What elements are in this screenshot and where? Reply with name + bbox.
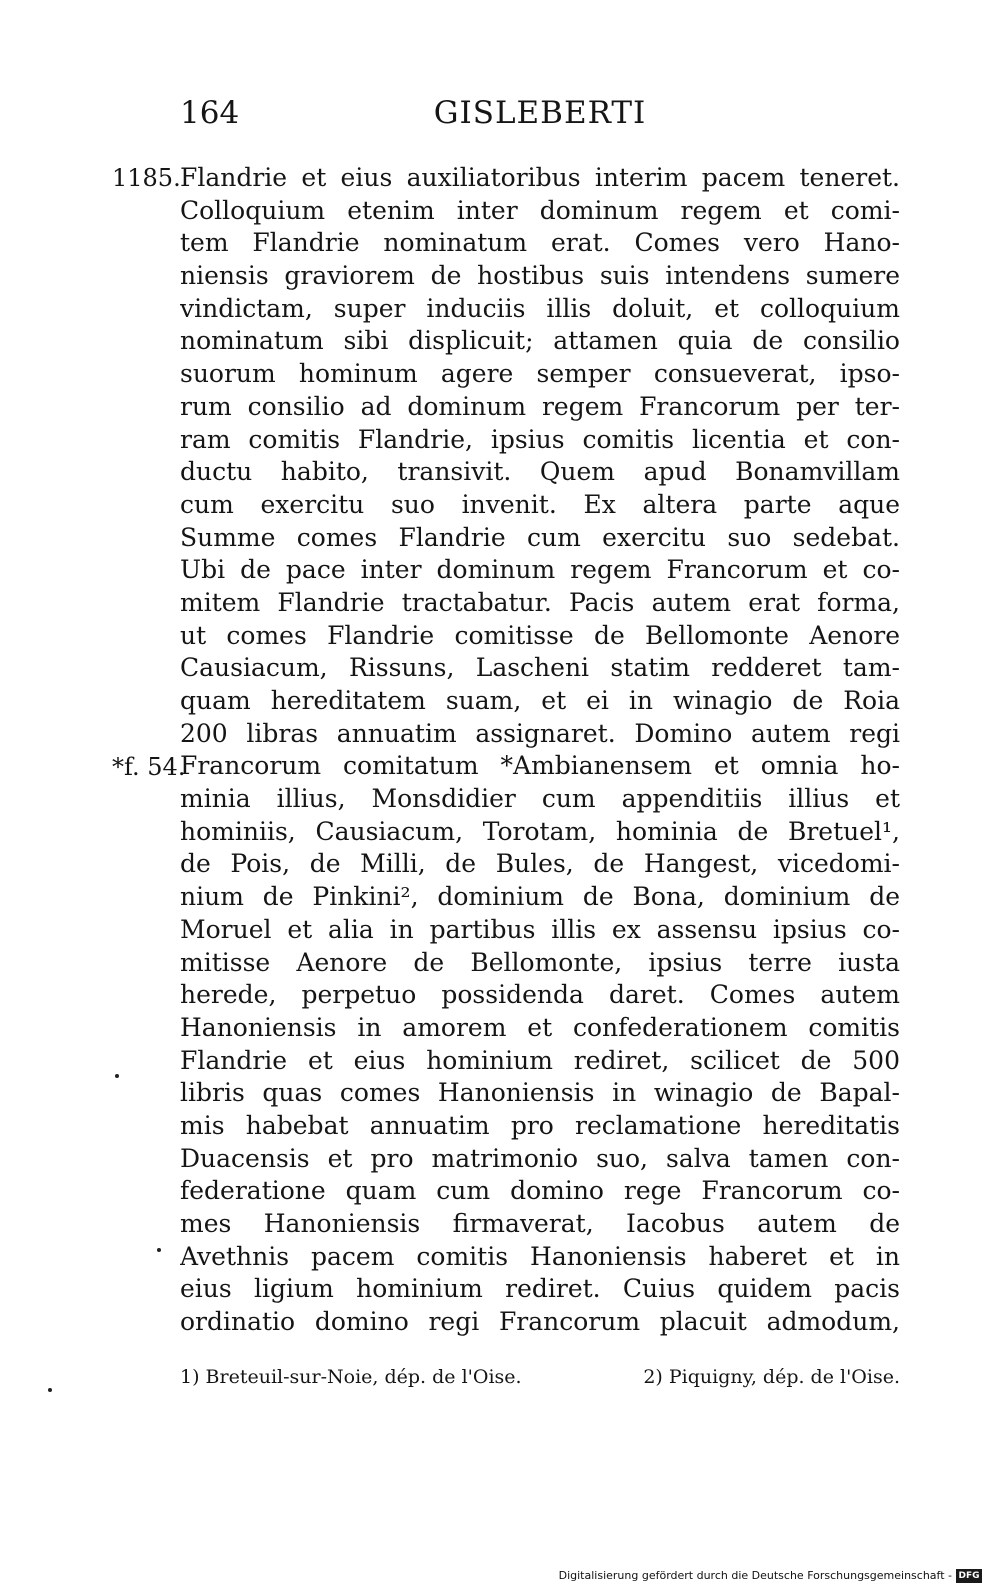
text-line: 200 libras annuatim assignaret. Domino autem regi bbox=[180, 718, 900, 748]
text-line: nium de Pinkini², dominium de Bona, dominium de bbox=[180, 882, 900, 912]
text-line: federatione quam cum domino rege Francorum co- bbox=[180, 1176, 900, 1206]
text-line: libris quas comes Hanoniensis in winagio de Bapal- bbox=[180, 1078, 900, 1108]
text-line: Colloquium etenim inter dominum regem et comi- bbox=[180, 195, 900, 225]
footnote-1: 1) Breteuil-sur-Noie, dép. de l'Oise. bbox=[180, 1366, 522, 1388]
text-line: rum consilio ad dominum regem Francorum per ter- bbox=[180, 391, 900, 421]
text-line: Summe comes Flandrie cum exercitu suo sedebat. bbox=[180, 522, 900, 552]
text-line: quam hereditatem suam, et ei in winagio de Roia bbox=[180, 686, 900, 715]
text-line: Flandrie et eius auxiliatoribus interim pacem teneret. bbox=[180, 163, 900, 192]
text-line: Ubi de pace inter dominum regem Francorum et co- bbox=[180, 555, 900, 585]
margin-dot-mark bbox=[115, 1074, 119, 1078]
body-text bbox=[180, 162, 900, 1339]
footnotes bbox=[180, 1362, 900, 1392]
margin-note-folio: *f. 54. bbox=[112, 753, 186, 781]
text-line: Avethnis pacem comitis Hanoniensis haberet et in bbox=[180, 1241, 900, 1271]
text-line: suorum hominum agere semper consueverat, ipso- bbox=[180, 359, 900, 389]
page-number: 164 bbox=[180, 95, 240, 131]
dfg-logo: DFG bbox=[956, 1569, 982, 1583]
margin-dot-mark bbox=[48, 1388, 52, 1392]
text-line: mitisse Aenore de Bellomonte, ipsius terre iusta bbox=[180, 947, 900, 977]
text-line: mes Hanoniensis firmaverat, Iacobus autem de bbox=[180, 1209, 900, 1238]
text-line: hominiis, Causiacum, Torotam, hominia de Bretuel¹, bbox=[180, 816, 900, 846]
text-line: Francorum comitatum *Ambianensem et omnia ho- bbox=[180, 751, 900, 781]
running-title: GISLEBERTI bbox=[433, 95, 647, 131]
text-line: herede, perpetuo possidenda daret. Comes autem bbox=[180, 980, 900, 1010]
text-line: Moruel et alia in partibus illis ex assensu ipsius co- bbox=[180, 914, 900, 944]
text-line: eius ligium hominium rediret. Cuius quidem pacis bbox=[180, 1274, 900, 1304]
text-line: Duacensis et pro matrimonio suo, salva tamen con- bbox=[180, 1143, 900, 1173]
text-line: mis habebat annuatim pro reclamatione hereditatis bbox=[180, 1110, 900, 1140]
text-line: ordinatio domino regi Francorum placuit admodum, bbox=[180, 1307, 900, 1337]
text-line: Flandrie et eius hominium rediret, scilicet de 500 bbox=[180, 1045, 900, 1075]
text-line: niensis graviorem de hostibus suis intendens sumere bbox=[180, 261, 900, 291]
text-line: mitem Flandrie tractabatur. Pacis autem erat forma, bbox=[180, 587, 900, 617]
margin-note-year: 1185. bbox=[112, 164, 181, 192]
footnote-2: 2) Piquigny, dép. de l'Oise. bbox=[643, 1366, 900, 1388]
text-line: ductu habito, transivit. Quem apud Bonamvillam bbox=[180, 457, 900, 487]
text-line: vindictam, super induciis illis doluit, et colloquium bbox=[180, 293, 900, 323]
margin-dot-mark bbox=[157, 1248, 161, 1252]
text-line: tem Flandrie nominatum erat. Comes vero Hano- bbox=[180, 228, 900, 258]
text-line: cum exercitu suo invenit. Ex altera parte aque bbox=[180, 489, 900, 519]
text-line: ram comitis Flandrie, ipsius comitis licentia et con- bbox=[180, 424, 900, 454]
text-line: minia illius, Monsdidier cum appenditiis illius et bbox=[180, 784, 900, 814]
text-line: Hanoniensis in amorem et confederationem comitis bbox=[180, 1012, 900, 1042]
text-line: Causiacum, Rissuns, Lascheni statim redderet tam- bbox=[180, 653, 900, 683]
digitization-credit: Digitalisierung gefördert durch die Deutsche Forschungsgemeinschaft - bbox=[558, 1569, 952, 1582]
text-line: nominatum sibi displicuit; attamen quia de consilio bbox=[180, 326, 900, 356]
text-line: ut comes Flandrie comitisse de Bellomonte Aenore bbox=[180, 620, 900, 650]
text-line: de Pois, de Milli, de Bules, de Hangest, vicedomi- bbox=[180, 849, 900, 879]
